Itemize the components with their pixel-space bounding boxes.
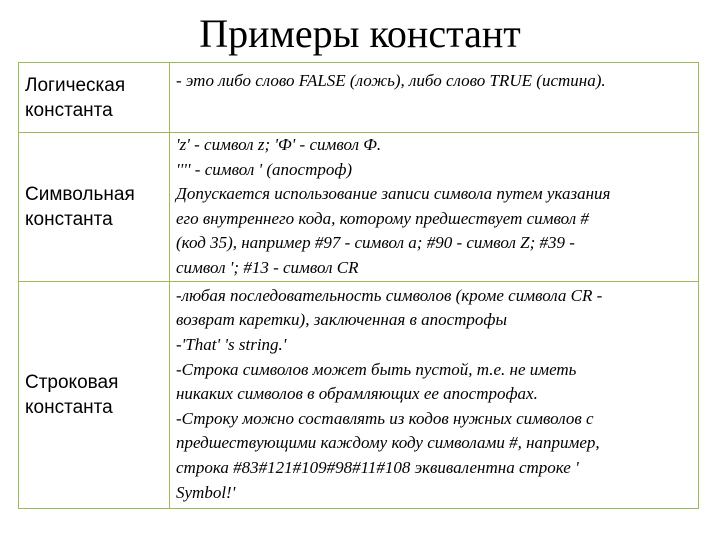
term-cell-string bbox=[19, 281, 170, 508]
desc-line: -'That' 's string.' bbox=[176, 335, 287, 355]
constants-table bbox=[18, 62, 699, 509]
term-text: константа bbox=[25, 396, 113, 418]
desc-cell-logical bbox=[170, 63, 699, 133]
desc-line: 'z' - символ z; 'Ф' - символ Ф. bbox=[176, 135, 382, 154]
term-text: Строковая bbox=[25, 371, 119, 393]
term-text: константа bbox=[25, 208, 113, 230]
desc-line: Допускается использование записи символа путем указания bbox=[176, 184, 611, 204]
desc-line: (код 35), например #97 - символ a; #90 - символ Z; #39 - bbox=[176, 233, 575, 253]
term-cell-logical bbox=[19, 63, 170, 133]
desc-cell-char bbox=[170, 133, 699, 282]
desc-line: строка #83#121#109#98#11#108 эквивалентна строке ' bbox=[176, 458, 579, 478]
desc-line: -любая последовательность символов (кроме символа CR - bbox=[176, 285, 603, 305]
desc-line: символ '; #13 - символ CR bbox=[176, 257, 359, 277]
table-row-logical bbox=[19, 63, 699, 133]
term-text: константа bbox=[25, 99, 113, 121]
desc-line: Symbol!' bbox=[176, 482, 236, 502]
desc-line: возврат каретки), заключенная в апострофы bbox=[176, 310, 508, 330]
desc-cell-string bbox=[170, 281, 699, 508]
term-text: Символьная bbox=[25, 183, 135, 205]
slide-title: Примеры констант bbox=[199, 11, 521, 56]
table-row-string bbox=[19, 281, 699, 508]
desc-line: '''' - символ ' (апостроф) bbox=[176, 159, 353, 179]
term-text: Логическая bbox=[25, 74, 126, 96]
desc-line: -Строка символов может быть пустой, т.е. не иметь bbox=[176, 359, 577, 379]
desc-line: -Строку можно составлять из кодов нужных символов с bbox=[176, 408, 594, 428]
table-row-char bbox=[19, 133, 699, 282]
desc-line: предшествующими каждому коду символами #, например, bbox=[176, 433, 600, 453]
desc-line: никаких символов в обрамляющих ее апострофах. bbox=[176, 384, 538, 404]
desc-line: его внутреннего кода, которому предшествует символ # bbox=[176, 208, 589, 228]
term-cell-char bbox=[19, 133, 170, 282]
desc-line: - это либо слово FALSE (ложь), либо слово TRUE (истина). bbox=[176, 71, 606, 90]
